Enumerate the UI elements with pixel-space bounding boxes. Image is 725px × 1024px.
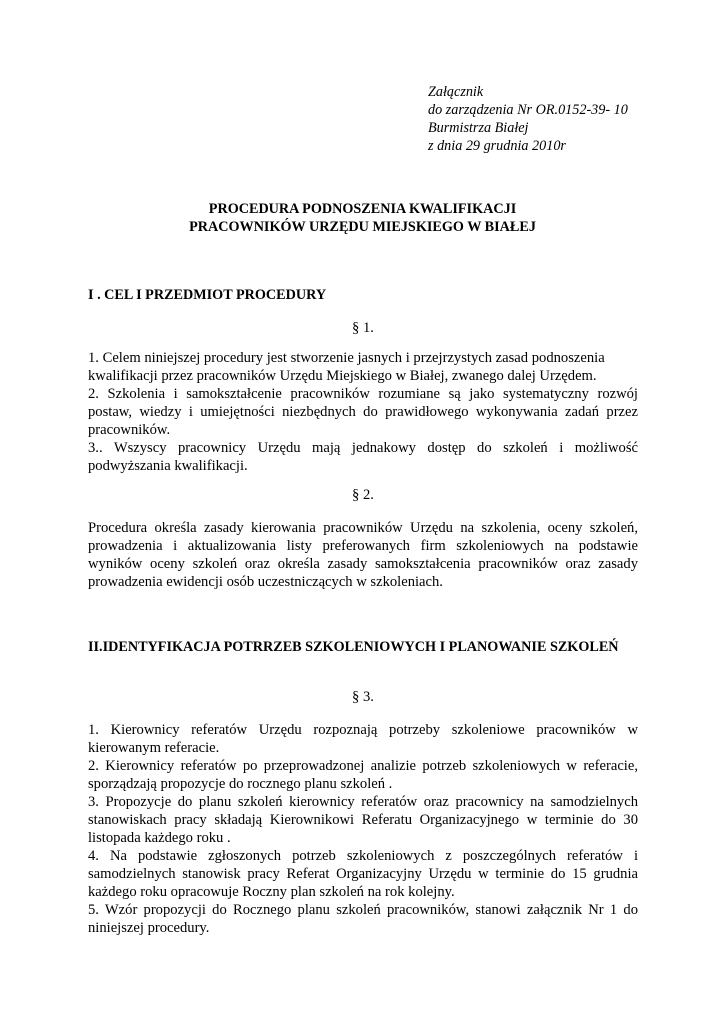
paragraph-text: 4. Na podstawie zgłoszonych potrzeb szkoleniowych z poszczególnych referatów i samodzielnych stanowisk pracy Referat Organizacyjny Urzędu w terminie do 15 grudnia każdego roku opracowuje Roczny plan szkoleń na rok kolejny. (88, 848, 638, 900)
attachment-note (428, 83, 688, 155)
attachment-line: do zarządzenia Nr OR.0152-39- 10 (428, 102, 628, 118)
paragraph-text: 3. Propozycje do planu szkoleń kierownicy referatów oraz pracownicy na samodzielnych stanowiskach pracy składają Kierownikowi Referatu Organizacyjnego w terminie do 30 listopada każdego roku . (88, 794, 638, 846)
attachment-line: Załącznik (428, 84, 484, 100)
paragraph-3-body (88, 721, 638, 937)
paragraph-mark-2: § 2. (352, 487, 374, 503)
paragraph-mark-1: § 1. (352, 320, 374, 336)
paragraph-text: 2. Szkolenia i samokształcenie pracowników rozumiane są jako systematyczny rozwój postaw, wiedzy i umiejętności niezbędnych do prawidłowego wykonywania zadań przez pracowników. (88, 386, 638, 438)
section-heading-1: I . CEL I PRZEDMIOT PROCEDURY (88, 287, 327, 303)
paragraph-text: 3.. Wszyscy pracownicy Urzędu mają jednakowy dostęp do szkoleń i możliwość podwyższania kwalifikacji. (88, 440, 638, 474)
paragraph-2-body (88, 519, 638, 591)
attachment-line: Burmistrza Białej (428, 120, 529, 136)
attachment-date: z dnia 29 grudnia 2010r (428, 138, 566, 154)
title-line: PRACOWNIKÓW URZĘDU MIEJSKIEGO W BIAŁEJ (189, 219, 536, 235)
paragraph-text: 1. Kierownicy referatów Urzędu rozpoznają potrzeby szkoleniowe pracowników w kierowanym referacie. (88, 722, 638, 756)
document-title (60, 200, 665, 236)
paragraph-text: 2. Kierownicy referatów po przeprowadzonej analizie potrzeb szkoleniowych w referacie, sporządzają propozycje do rocznego planu szkoleń . (88, 758, 638, 792)
paragraph-mark-3: § 3. (352, 689, 374, 705)
section-heading-2: II.IDENTYFIKACJA POTRRZEB SZKOLENIOWYCH I PLANOWANIE SZKOLEŃ (88, 639, 619, 655)
paragraph-text: Procedura określa zasady kierowania pracowników Urzędu na szkolenia, oceny szkoleń, prowadzenia i aktualizowania listy preferowanych firm szkoleniowych na podstawie wyników oceny szkoleń oraz określa zasady samokształcenia pracowników oraz zasady prowadzenia ewidencji osób uczestniczących w szkoleniach. (88, 520, 638, 590)
paragraph-text: 1. Celem niniejszej procedury jest stworzenie jasnych i przejrzystych zasad podnoszenia (88, 350, 605, 366)
paragraph-text: kwalifikacji przez pracowników Urzędu Miejskiego w Białej, zwanego dalej Urzędem. (88, 368, 597, 384)
title-line: PROCEDURA PODNOSZENIA KWALIFIKACJI (208, 201, 517, 217)
paragraph-1-body (88, 349, 638, 475)
paragraph-text: 5. Wzór propozycji do Rocznego planu szkoleń pracowników, stanowi załącznik Nr 1 do niniejszej procedury. (88, 902, 638, 936)
